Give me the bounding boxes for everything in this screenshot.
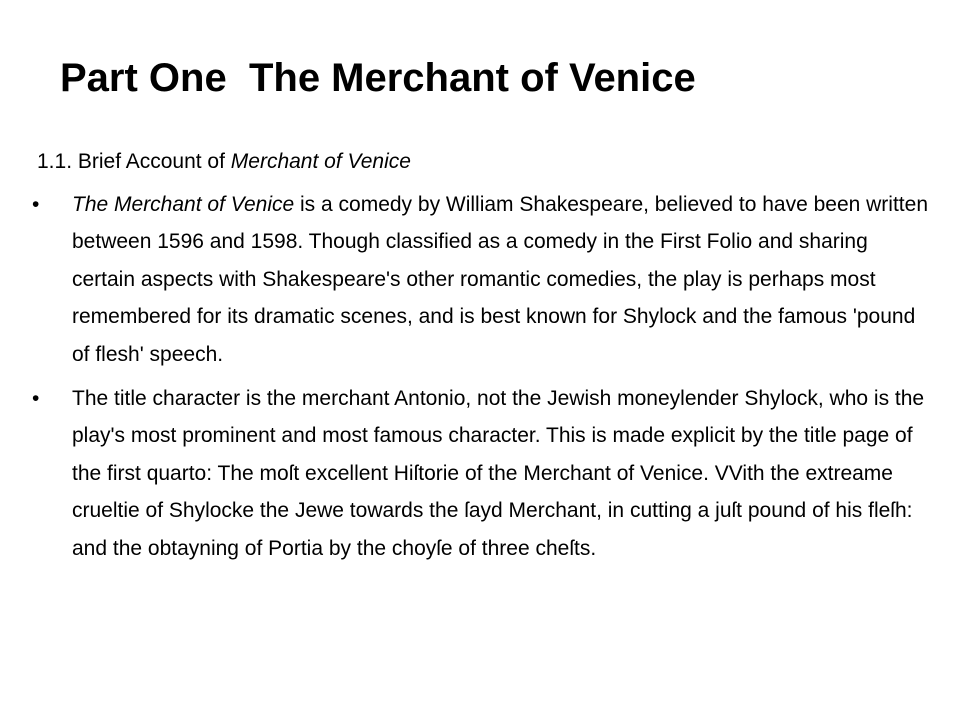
bullet-italic-lead: The Merchant of Venice	[72, 193, 295, 216]
bullet-text	[72, 380, 930, 567]
bullet-item	[30, 186, 930, 373]
section-heading-prefix: 1.1. Brief Account of	[37, 150, 231, 173]
section-heading	[37, 147, 411, 177]
bullet-list	[30, 186, 930, 574]
section-heading-italic: Merchant of Venice	[230, 150, 411, 173]
bullet-marker: •	[32, 387, 40, 411]
bullet-body: The title character is the merchant Antonio, not the Jewish moneylender Shylock, who is the play's most prominent and most famous character. This is made explicit by the title page of the first quarto: The moſt excellent Hiſtorie of the Merchant of Venice. VVith the extreame crueltie of Shylocke the Jewe towards the ſayd Merchant, in cutting a juſt pound of his fleſh: and the obtayning of Portia by the choyſe of three cheſts.	[72, 387, 925, 560]
bullet-body: is a comedy by William Shakespeare, believed to have been written between 1596 and 1598. Though classified as a comedy in the First Folio and sharing certain aspects with Shakespeare's other romantic comedies, the play is perhaps most remembered for its dramatic scenes, and is best known for Shylock and the famous 'pound of flesh' speech.	[72, 193, 928, 366]
slide-title: Part One The Merchant of Venice	[60, 56, 696, 100]
bullet-text	[72, 186, 930, 373]
bullet-marker: •	[32, 193, 40, 216]
bullet-item	[30, 380, 930, 567]
